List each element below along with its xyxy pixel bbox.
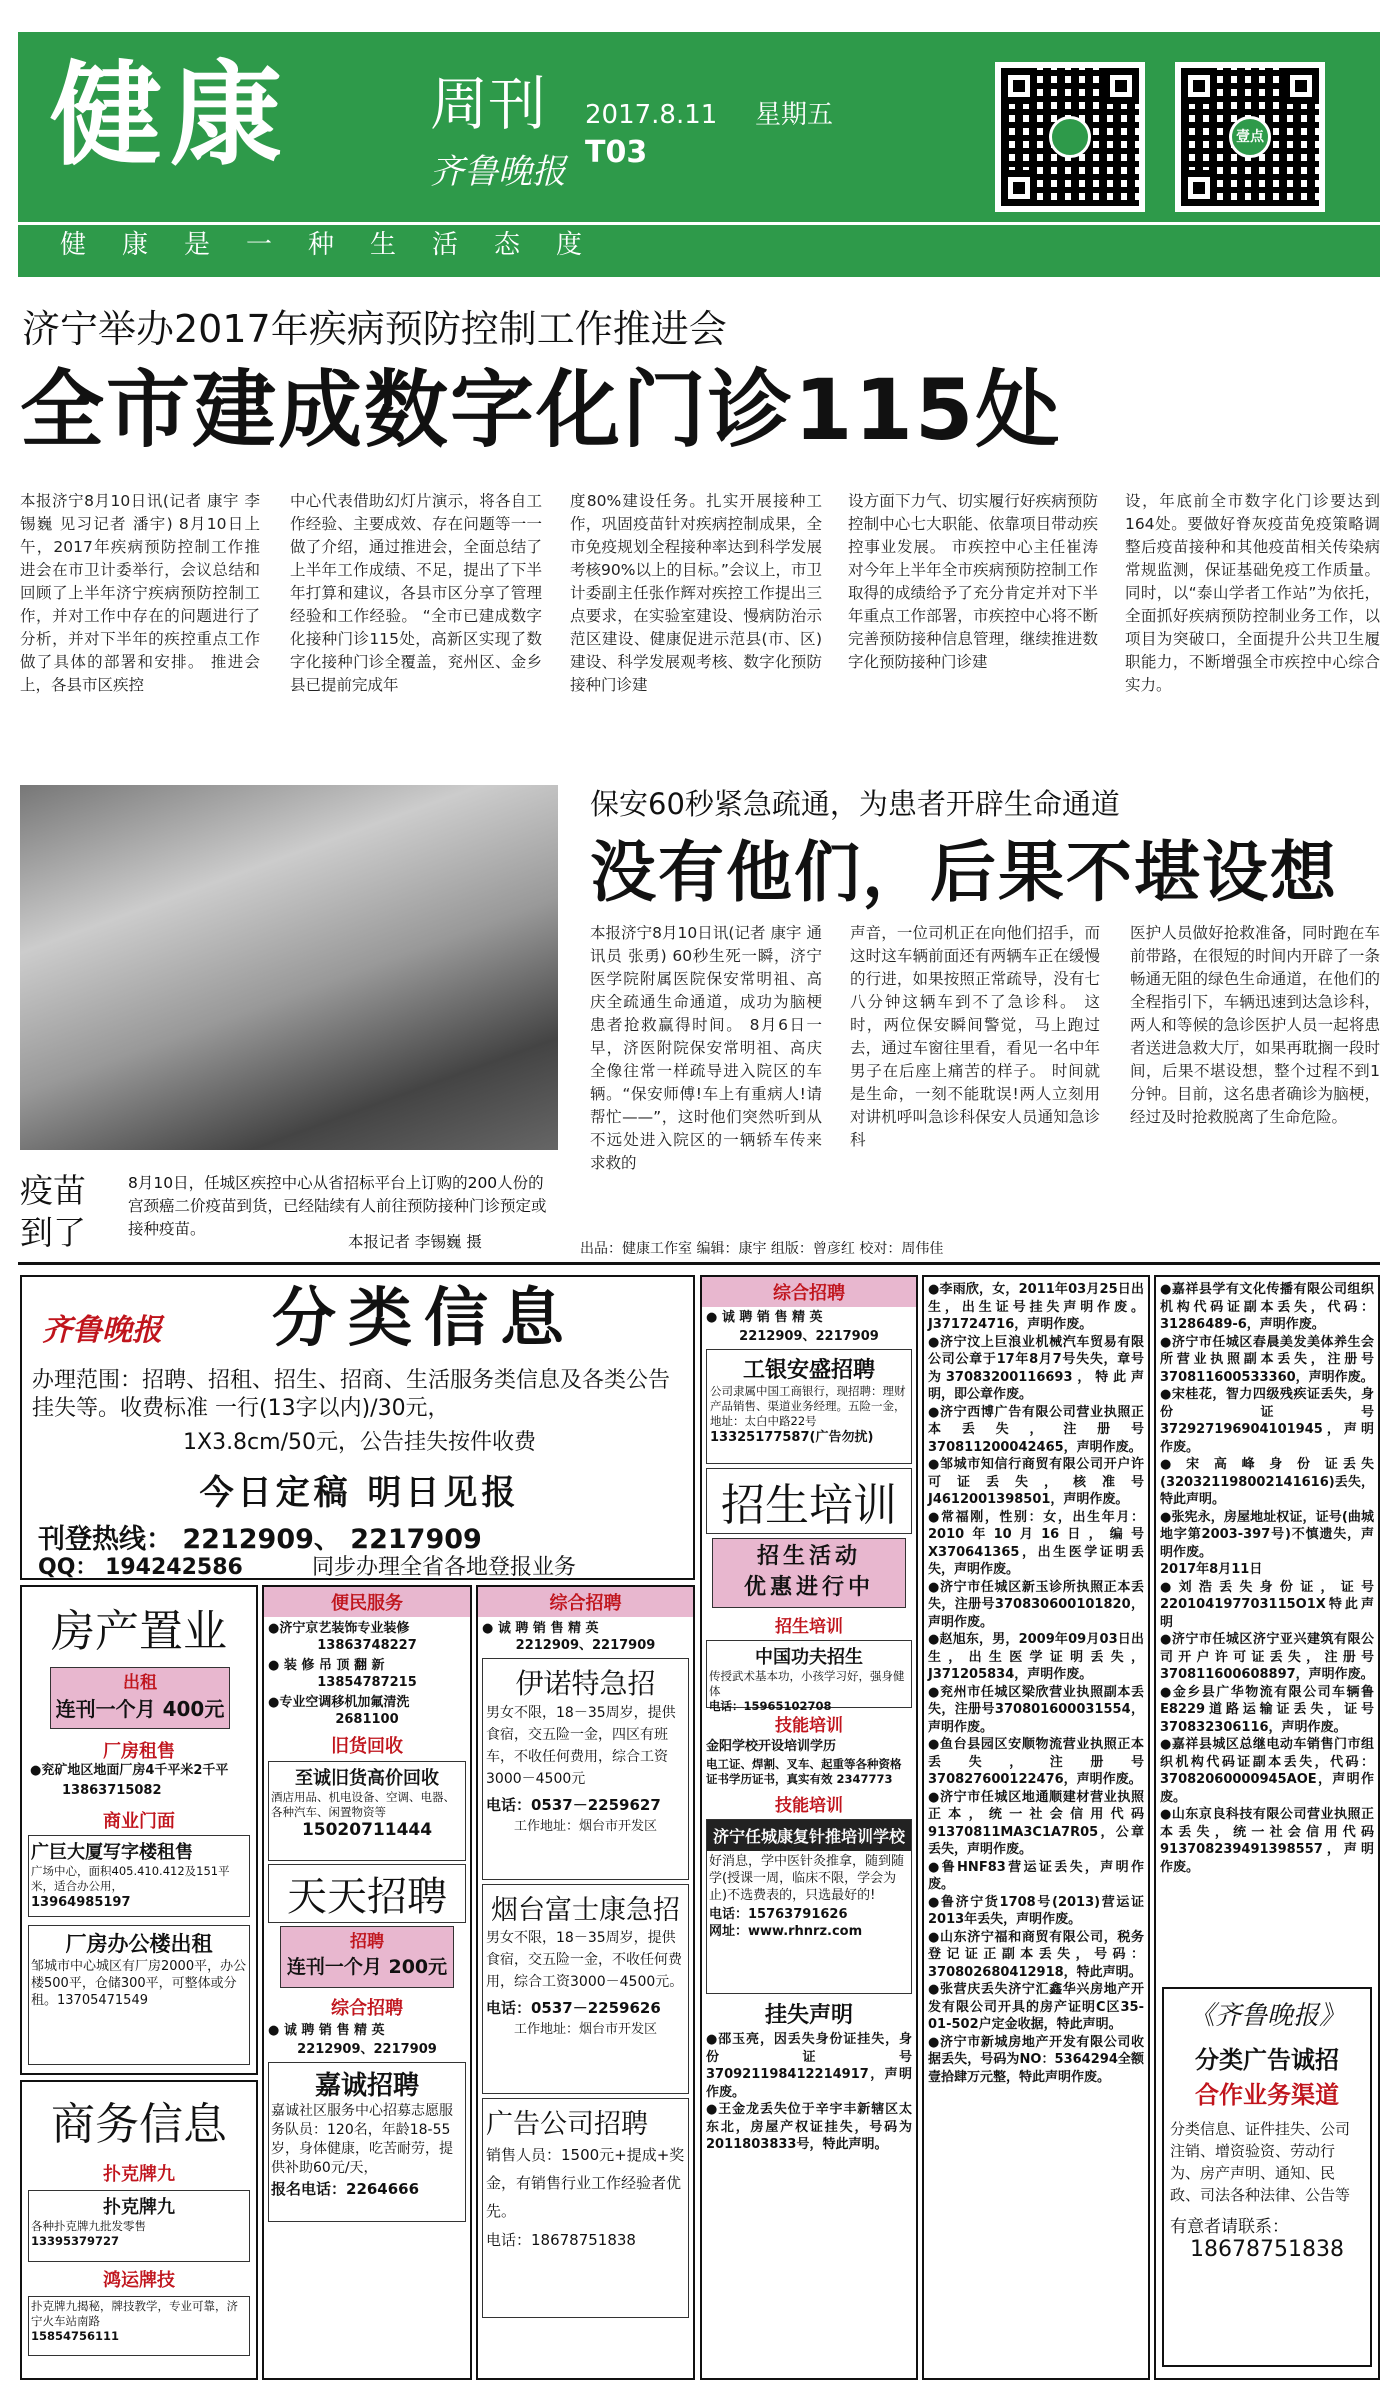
photo-caption-title: 疫苗 到了 [20,1171,86,1252]
promo-box [1162,1987,1372,2367]
factory-text: ●兖矿地区地面厂房4千平米2千平 [30,1763,229,1778]
yinuo-text: 男女不限，18－35周岁，提供食宿，交五险一金，四区有班车，不收任何费用，综合工资3000－4500元 [486,1705,676,1787]
event-line1: 招生活动 [756,1544,861,1569]
masthead-title: 健康 [50,51,290,181]
real-estate-box [20,1585,258,2075]
conv-item: ●济宁京艺装饰专业装修 [268,1621,410,1636]
recycle-title: 至诚旧货高价回收 [295,1768,439,1789]
conv-item: ●专业空调移机加氟清洗 [268,1695,410,1710]
masthead-slogan: 健康是一种生活态度 [60,230,619,260]
article1-column: 设，年底前全市数字化门诊要达到164处。要做好脊灰疫苗免疫策略调整后疫苗接种和其他疫苗相关传染病常规监测，保证基础免疫工作质量。同时，以“泰山学者工作站”为依托，全面抓好疾病预防控制业务工作，以项目为突破口，全面提升公共卫生履职能力，不断增强全市疾控中心综合实力。 [1125,492,1380,694]
gongkang-ad [706,1349,912,1464]
conv-phone: 13854787215 [317,1675,417,1690]
qr-code-icon[interactable] [1175,62,1325,212]
section-divider [18,1262,1380,1265]
rehab-phone: 电话：15763791626 [709,1907,848,1922]
zonghe-line: ● 诚 聘 销 售 精 英 [268,2023,385,2038]
lost-text: ●邵玉亮，因丢失身份证挂失，身份证号370921198412214917，声明作废。 ●王金龙丢失位于辛宇丰新辖区太东北，房屋产权证挂失，号码为2011803833号，特此声明。 [706,2032,912,2152]
poker-phone: 13395379727 [31,2234,120,2248]
recycle-head: 旧货回收 [331,1736,403,1757]
yantai-addr: 工作地址：烟台市开发区 [513,2022,657,2037]
masthead-paper-name: 齐鲁晚报 [430,152,566,192]
notices-list: ●李雨欣，女，2011年03月25日出生，出生证号挂失声明作废。J371724716，声明作废。 ●济宁汶上巨浪业机械汽车贸易有限公司公章于17年8月7号失失，章号为37083200116693，特此声明，即公章作废。 ●济宁西博广告有限公司营业执照正本丢失，注册号370811200042465，声明作废。 ●邹城市知信行商贸有限公司开户许可证丢失，核准号J4612001398501，声明作废。 ●常福刚，性别：女，出生年月：2010年10月16日，编号X370641365，出生医学证明丢失，声明作废。 ●济宁市任城区新玉诊所执照正本丢失，注册号370830600101820，声明作废。 ●赵旭东，男，2009年09月03日出生，出生医学证明丢失，J371205834，声明作废。 ●兖州市任城区梁欣营业执照副本丢失，注册号370801600031554，声明作废。 ●鱼台县园区安顺物流营业执照正本丢失，注册号370827600122476，声明作废。 ●济宁市任城区地通顺建材营业执照正本，统一社会信用代码91370811MA3C1A7R05，公章丢失，声明作废。 ●鲁HNF83营运证丢失，声明作废。 ●鲁济宁货1708号(2013)营运证2013年丢失，声明作废。 ●山东济宁福和商贸有限公司，税务登记证正副本丢失，号码：370802680412918，特此声明。 ●张营庆丢失济宁汇鑫华兴房地产开发有限公司开具的房产证明C区35-01-502户定金收据，特此声明。 ●济宁市新城房地产开发有限公司收据丢失，号码为NO：5364294全额壹拾肆万元整，特此声明作废。 [928,1282,1144,2085]
rehab-ad [706,1819,912,1994]
building-title: 广巨大厦写字楼租售 [31,1842,193,1863]
kungfu-title: 中国功夫招生 [755,1647,863,1668]
commerce-box [20,2080,258,2380]
jiacheng-phone: 报名电话：2264666 [271,2180,420,2198]
classified-hotline: 刊登热线： 2212909、 2217909 [38,1524,482,1555]
jiacheng-ad [268,2062,466,2222]
promo-contact: 有意者请联系： [1170,2217,1289,2237]
skill-title: 金阳学校开设培训学历 [706,1739,837,1754]
article1-column: 中心代表借助幻灯片演示，将各自工作经验、主要成效、存在问题等一一做了介绍，通过推进会，全面总结了上半年工作成绩、不足，提出了下半年打算和建议，各县市区分享了管理经验和工作经验。 “全市已建成数字化接种门诊115处，高新区实现了数字化接种门诊全覆盖，兖州区、金乡县已提前完成年 [290,492,542,694]
yantai-ad [482,1884,689,2094]
yantai-phone: 电话：0537－2259626 [486,1999,661,2017]
classified-scope: 办理范围：招聘、招租、招生、招商、生活服务类信息及各类公告挂失等。收费标准 一行(13字以内)/30元， [32,1368,671,1421]
classified-qq-note: 同步办理全省各地登报业务 [312,1555,577,1580]
recruit-phone: 2212909、2217909 [515,1638,656,1653]
article1-kicker: 济宁举办2017年疾病预防控制工作推进会 [22,307,727,351]
gongkang-title: 工银安盛招聘 [742,1358,875,1383]
lost-head: 挂失声明 [764,2003,853,2028]
notices-box [1154,1275,1380,2380]
classified-logo: 齐鲁晚报 [42,1313,162,1348]
promo-title: 《齐鲁晚报》 [1188,2001,1345,2031]
yantai-text: 男女不限，18－35周岁，提供食宿，交五险一金，不收任何费用，综合工资3000－4500元。 [486,1930,684,1990]
conv-item: ● 装 修 吊 顶 翻 新 [268,1658,385,1673]
ad-company-ad [482,2098,689,2318]
vaccination-photo [20,785,558,1150]
poker-ad [28,2190,250,2262]
kungfu-ad [706,1640,912,1713]
ad-company-title: 广告公司招聘 [486,2109,648,2140]
daily-recruit-title: 天天招聘 [268,1864,466,1923]
kungfu-phone: 电话：15965102708 [709,1699,832,1713]
shop-head: 商业门面 [103,1811,175,1832]
article1-column: 本报济宁8月10日讯(记者 康宇 李锡巍 见习记者 潘宇) 8月10日上午，2017年疾病预防控制工作推进会在市卫计委举行，会议总结和回顾了上半年济宁疾病预防控制工作，并对工作中存在的问题进行了分析，并对下半年的疾控重点工作做了具体的部署和安排。 推进会上，各县市区疾控 [20,492,260,694]
poker-text: 各种扑克牌九批发零售 [31,2219,146,2233]
classified-title: 分类信息 [272,1282,576,1356]
hongyun-text: 扑克牌九揭秘，牌技教学，专业可靠，济宁火车站南路 [31,2299,238,2328]
skill-head: 技能培训 [775,1716,843,1736]
convenience-box [262,1585,472,2380]
notices-list: ●嘉祥县学有文化传播有限公司组织机构代码证副本丢失，代码：31286489-6，声明作废。 ●济宁市任城区春晨美发美体养生会所营业执照副本丢失，注册号370811600533360，声明作废。 ●宋桂花，智力四级残疾证丢失，身份证号372927196904101945，声明作废。 ● 宋 高 峰 身 份 证丢失(320321198002141616)丢失，特此声明。 ●张宪永，房屋地址权证，证号(曲城地字第2003-397号)不慎遗失，声明作废。 2017年8月11日 ●刘浩丢失身份证，证号220104197703115O1X特此声明 ●济宁市任城区济宁亚兴建筑有限公司开户许可证丢失，注册号370811600608897，声明作废。 ●金乡县广华物流有限公司车辆鲁E8229道路运输证丢失，证号370832306116，声明作废。 ●嘉祥县城区总继电动车销售门市组织机构代码证副本丢失，代码：37082060000945AOE，声明作废。 ●山东京良科技有限公司营业执照正本丢失，统一社会信用代码913708239491398557，声明作废。 [1160,1282,1374,1875]
zhaopin-promo [280,1926,454,1988]
ad-company-phone: 电话：18678751838 [486,2231,636,2249]
building-phone: 13964985197 [31,1895,131,1910]
article1-column: 度80%建设任务。扎实开展接种工作，巩固疫苗针对疾病控制成果，全市免疫规划全程接种率达到科学发展考核90%以上的目标。”会议上，市卫计委副主任张作辉对疾控工作提出三点要求，在实验室建设、慢病防治示范区建设、健康促进示范县(市、区)建设、科学发展观考核、数字化预防接种门诊建 [570,492,822,694]
article2-column: 医护人员做好抢救准备，同时跑在车前带路，在很短的时间内开辟了一条畅通无阻的绿色生命通道，在他们的全程指引下，车辆迅速到达急诊科，两人和等候的急诊医护人员一起将患者送进急救大厅，如果再耽搁一段时间，后果不堪设想，整个过程不到1分钟。目前，这名患者确诊为脑梗，经过及时抢救脱离了生命危险。 [1130,924,1380,1126]
zhaopin-label: 招聘 [350,1932,384,1952]
promo-text: 分类信息、证件挂失、公司注销、增资验资、劳动行为、房产声明、通知、民政、司法各种法律、公告等 [1170,2120,1351,2204]
recycle-phone: 15020711444 [301,1820,433,1840]
yinuo-ad [482,1658,689,1880]
rent-promo [50,1667,230,1729]
article2-column: 本报济宁8月10日讯(记者 康宇 通讯员 张勇) 60秒生死一瞬，济宁医学院附属医院保安常明祖、高庆全疏通生命通道，成功为脑梗患者抢救赢得时间。 8月6日一早，济医附院保安常明祖、高庆全像往常一样疏导进入院区的车辆。“保安师傅!车上有重病人!请帮忙——”，这时他们突然听到从不远处进入院区的一辆轿车传来求救的 [590,924,822,1172]
rent-price: 连刊一个月 400元 [55,1697,225,1721]
jiacheng-text: 嘉诚社区服务中心招募志愿服务队员：120名，年龄18-55岁，身体健康，吃苦耐劳，提供补助60元/天， [271,2103,453,2176]
notices-box [922,1275,1150,2380]
rent-label: 出租 [123,1673,157,1693]
conv-phone: 2681100 [335,1712,399,1727]
rehab-text: 好消息，学中医针灸推拿，随到随学(授课一周，临床不限，学会为止)不选费表的，只选最好的! [709,1854,905,1903]
office-title: 厂房办公楼出租 [65,1932,213,1956]
hongyun-phone: 15854756111 [31,2329,120,2343]
gongkang-text: 公司隶属中国工商银行，现招聘：理财产品销售、渠道业务经理。五险一金，地址：太白中路22号 [710,1384,906,1428]
col4-phone: 2212909、2217909 [739,1329,879,1344]
qr-logo-icon [1049,116,1091,158]
classified-price: 1X3.8cm/50元，公告挂失按件收费 [183,1430,536,1455]
classified-qq: QQ： 194242586 [38,1555,243,1580]
promo-phone: 18678751838 [1190,2237,1344,2262]
yinuo-title: 伊诺特急招 [515,1667,656,1700]
skill-text: 电工证、焊割、叉车、起重等各种资格证书学历证书，真实有效 2347773 [706,1757,902,1786]
promo-sub: 分类广告诚招 [1195,2046,1339,2074]
recruit-box [476,1585,695,2380]
factory-phone: 13863715082 [62,1783,162,1798]
yinuo-phone: 电话：0537－2259627 [486,1796,661,1814]
zhaopin-price: 连刊一个月 200元 [286,1956,448,1978]
conv-phone: 13863748227 [317,1638,417,1653]
office-ad [28,1925,250,2065]
masthead-page-number: T03 [585,135,648,170]
col4-head: 综合招聘 [702,1277,916,1307]
qr-code-icon[interactable] [995,62,1145,212]
convenience-head: 便民服务 [264,1587,470,1617]
photo-credit: 本报记者 李锡巍 摄 [348,1233,482,1251]
article1-column: 设方面下力气、切实履行好疾病预防控制中心七大职能、依靠项目带动疾控事业发展。 市疾控中心主任崔涛对今年上半年全市疾病预防控制工作取得的成绩给予了充分肯定并对下半年重点工作部署，市疾控中心将不断完善预防接种信息管理，继续推进数字化预防接种门诊建 [848,492,1098,671]
qr-logo-text: 壹点 [1229,116,1271,158]
recruit-head: 综合招聘 [478,1587,693,1617]
zonghe-head: 综合招聘 [331,1998,403,2019]
masthead-date: 2017.8.11 [585,100,718,130]
school-box [700,1275,918,2380]
event-promo [712,1538,906,1608]
jiacheng-title: 嘉诚招聘 [314,2071,419,2101]
hongyun-ad [28,2296,250,2356]
classified-header-box [20,1275,695,1580]
building-ad [28,1835,250,1917]
zhaosheng-head: 招生培训 [775,1617,843,1637]
recruit-line: ● 诚 聘 销 售 精 英 [482,1621,599,1636]
hongyun-head: 鸿运牌技 [103,2270,175,2291]
event-line2: 优惠进行中 [743,1575,874,1600]
building-text: 广场中心，面积405.410.412及151平米，适合办公用， [31,1864,230,1893]
yinuo-addr: 工作地址：烟台市开发区 [513,1819,657,1834]
school-title: 招生培训 [706,1468,912,1534]
recycle-text: 酒店用品、机电设备、空调、电器、各种汽车、闲置物资等 [271,1790,455,1819]
masthead-weekday: 星期五 [755,100,834,130]
edition-credits: 出品：健康工作室 编辑：康宇 组版：曾彦红 校对：周伟佳 [580,1241,944,1257]
photo-caption: 8月10日，任城区疾控中心从省招标平台上订购的200人份的宫颈癌二价疫苗到货，已经陆续有人前往预防接种门诊预定或接种疫苗。 [128,1174,547,1238]
classified-slogan: 今日定稿 明日见报 [199,1473,520,1513]
article1-headline: 全市建成数字化门诊115处 [20,361,1062,459]
skill-head-2: 技能培训 [775,1796,843,1816]
poker-head: 扑克牌九 [103,2164,175,2185]
article2-column: 声音，一位司机正在向他们招手，而这时这车辆前面还有两辆车正在缓慢的行进，如果按照正常疏导，没有七八分钟这辆车到不了急诊科。 这时，两位保安瞬间警觉，马上跑过去，通过车窗往里看，看见一名中年男子在后座上痛苦的样子。 时间就是生命，一刻不能耽误!两人立刻用对讲机呼叫急诊科保安人员通知急诊科 [850,924,1100,1149]
zonghe-phone: 2212909、2217909 [297,2042,437,2057]
kungfu-text: 传授武术基本功，小孩学习好，强身健体 [709,1669,905,1698]
masthead-weekly: 周刊 [430,70,547,138]
poker-title: 扑克牌九 [103,2197,175,2218]
office-text: 邹城市中心城区有厂房2000平，办公楼500平，仓储300平，可整体或分租。13705471549 [31,1959,247,2008]
rehab-title: 济宁任城康复针推培训学校 [707,1820,911,1851]
article2-kicker: 保安60秒紧急疏通，为患者开辟生命通道 [590,787,1120,821]
promo-sub2: 合作业务渠道 [1195,2081,1339,2109]
yantai-title: 烟台富士康急招 [491,1895,680,1926]
article2-headline: 没有他们，后果不堪设想 [590,834,1338,911]
real-estate-title: 房产置业 [51,1606,227,1657]
gongkang-phone: 13325177587(广告勿扰) [710,1430,874,1445]
commerce-title: 商务信息 [51,2099,227,2150]
ad-company-text: 销售人员：1500元+提成+奖金，有销售行业工作经验者优先。 [486,2146,685,2220]
factory-head: 厂房租售 [103,1741,175,1762]
col4-line: ● 诚 聘 销 售 精 英 [706,1310,823,1325]
recycle-ad [268,1761,466,1861]
rehab-url: 网址：www.rhnrz.com [709,1924,863,1939]
